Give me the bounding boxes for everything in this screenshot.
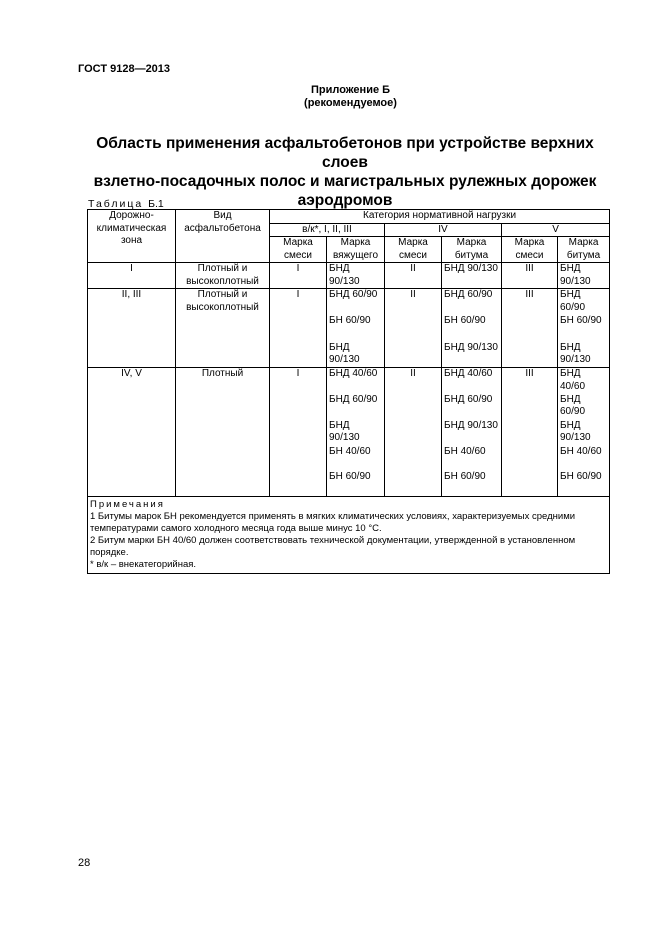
table-row [88, 420, 610, 446]
data-table [87, 209, 610, 574]
cell-bitumen: БН 40/60 [558, 446, 610, 471]
cell-type [176, 446, 270, 471]
header-cat-2: IV [385, 223, 502, 237]
cell-binder: БН 40/60 [327, 446, 385, 471]
cell-type [176, 471, 270, 497]
header-load-category: Категория нормативной нагрузки [270, 210, 610, 224]
cell-type: Плотный и высокоплотный [176, 263, 270, 289]
cell-mix [270, 315, 327, 342]
table-row [88, 394, 610, 420]
cell-binder: БНД 90/130 [327, 342, 385, 368]
cell-binder: БНД 60/90 [327, 289, 385, 315]
cell-mix [502, 446, 558, 471]
cell-zone [88, 420, 176, 446]
cell-bitumen: БНД 40/60 [442, 368, 502, 394]
cell-bitumen: БНД 60/90 [442, 289, 502, 315]
cell-bitumen: БНД 90/130 [558, 420, 610, 446]
cell-mix [385, 394, 442, 420]
cell-zone [88, 394, 176, 420]
cell-mix [502, 420, 558, 446]
cell-bitumen: БНД 90/130 [442, 420, 502, 446]
table-caption-word: Таблица [88, 198, 144, 210]
cell-bitumen: БНД 90/130 [558, 263, 610, 289]
cell-mix: III [502, 368, 558, 394]
note-3: * в/к – внекатегорийная. [90, 559, 197, 570]
table-row [88, 289, 610, 315]
cell-zone: II, III [88, 289, 176, 315]
table-row [88, 342, 610, 368]
table-row [88, 263, 610, 289]
cell-bitumen: БНД 40/60 [558, 368, 610, 394]
notes-heading: Примечания [90, 499, 165, 510]
cell-zone [88, 471, 176, 497]
header-mix-grade: Марка смеси [270, 237, 327, 263]
cell-binder: БН 60/90 [327, 471, 385, 497]
cell-mix: III [502, 263, 558, 289]
cell-mix [502, 315, 558, 342]
cell-type [176, 315, 270, 342]
cell-bitumen: БНД 90/130 [442, 263, 502, 289]
cell-zone: IV, V [88, 368, 176, 394]
cell-bitumen: БН 60/90 [442, 315, 502, 342]
appendix-title: Приложение Б [310, 84, 391, 96]
page-number: 28 [78, 857, 91, 869]
cell-mix: II [385, 263, 442, 289]
cell-bitumen: БНД 60/90 [558, 394, 610, 420]
cell-mix [502, 394, 558, 420]
cell-mix [385, 471, 442, 497]
cell-binder: БНД 60/90 [327, 394, 385, 420]
cell-binder: БНД 90/130 [327, 420, 385, 446]
cell-mix [270, 394, 327, 420]
table-notes [88, 497, 610, 574]
table-row [88, 315, 610, 342]
cell-bitumen: БН 40/60 [442, 446, 502, 471]
cell-mix: I [270, 263, 327, 289]
cell-bitumen: БНД 60/90 [558, 289, 610, 315]
cell-binder: БНД 90/130 [327, 263, 385, 289]
header-mix-grade: Марка смеси [385, 237, 442, 263]
cell-bitumen: БН 60/90 [558, 471, 610, 497]
cell-mix [270, 342, 327, 368]
cell-binder: БН 60/90 [327, 315, 385, 342]
cell-mix [270, 446, 327, 471]
appendix-status: (рекомендуемое) [304, 97, 397, 109]
cell-bitumen: БНД 60/90 [442, 394, 502, 420]
header-cat-3: V [502, 223, 610, 237]
header-bitumen-grade: Марка битума [558, 237, 610, 263]
header-mix-grade: Марка смеси [502, 237, 558, 263]
cell-bitumen: БН 60/90 [558, 315, 610, 342]
cell-mix: III [502, 289, 558, 315]
header-binder-grade: Марка вяжущего [327, 237, 385, 263]
note-1: 1 Битумы марок БН рекомендуется применять в мягких климатических условиях, характеризуемых средними температурами самого холодного месяца года выше минус 10 °С. [90, 511, 576, 534]
cell-zone [88, 446, 176, 471]
note-2: 2 Битум марки БН 40/60 должен соответствовать технической документации, утвержденной в установленном порядке. [90, 535, 576, 558]
header-bitumen-grade: Марка битума [442, 237, 502, 263]
cell-mix [270, 420, 327, 446]
cell-mix [385, 420, 442, 446]
cell-type: Плотный [176, 368, 270, 394]
cell-binder: БНД 40/60 [327, 368, 385, 394]
title-line-3: аэродромов [297, 192, 393, 209]
cell-mix: I [270, 289, 327, 315]
cell-bitumen: БНД 90/130 [442, 342, 502, 368]
cell-type: Плотный и высокоплотный [176, 289, 270, 315]
header-zone: Дорожно-климатическая зона [88, 210, 176, 263]
cell-zone [88, 315, 176, 342]
cell-bitumen: БН 60/90 [442, 471, 502, 497]
cell-mix [502, 342, 558, 368]
cell-type [176, 420, 270, 446]
header-type: Вид асфальтобетона [176, 210, 270, 263]
table-row [88, 368, 610, 394]
cell-mix [385, 315, 442, 342]
table-row [88, 471, 610, 497]
cell-type [176, 394, 270, 420]
cell-mix: II [385, 368, 442, 394]
cell-type [176, 342, 270, 368]
document-id: ГОСТ 9128—2013 [78, 63, 171, 75]
title-line-2: взлетно-посадочных полос и магистральных рулежных дорожек [93, 173, 597, 190]
cell-mix [385, 446, 442, 471]
header-cat-1: в/к*, I, II, III [270, 223, 385, 237]
cell-zone: I [88, 263, 176, 289]
cell-mix [270, 471, 327, 497]
table-row [88, 446, 610, 471]
cell-mix [502, 471, 558, 497]
cell-mix: II [385, 289, 442, 315]
cell-mix: I [270, 368, 327, 394]
cell-mix [385, 342, 442, 368]
title-line-1: Область применения асфальтобетонов при устройстве верхних слоев [96, 135, 594, 171]
cell-zone [88, 342, 176, 368]
cell-bitumen: БНД 90/130 [558, 342, 610, 368]
table-caption-number: Б.1 [148, 198, 164, 210]
